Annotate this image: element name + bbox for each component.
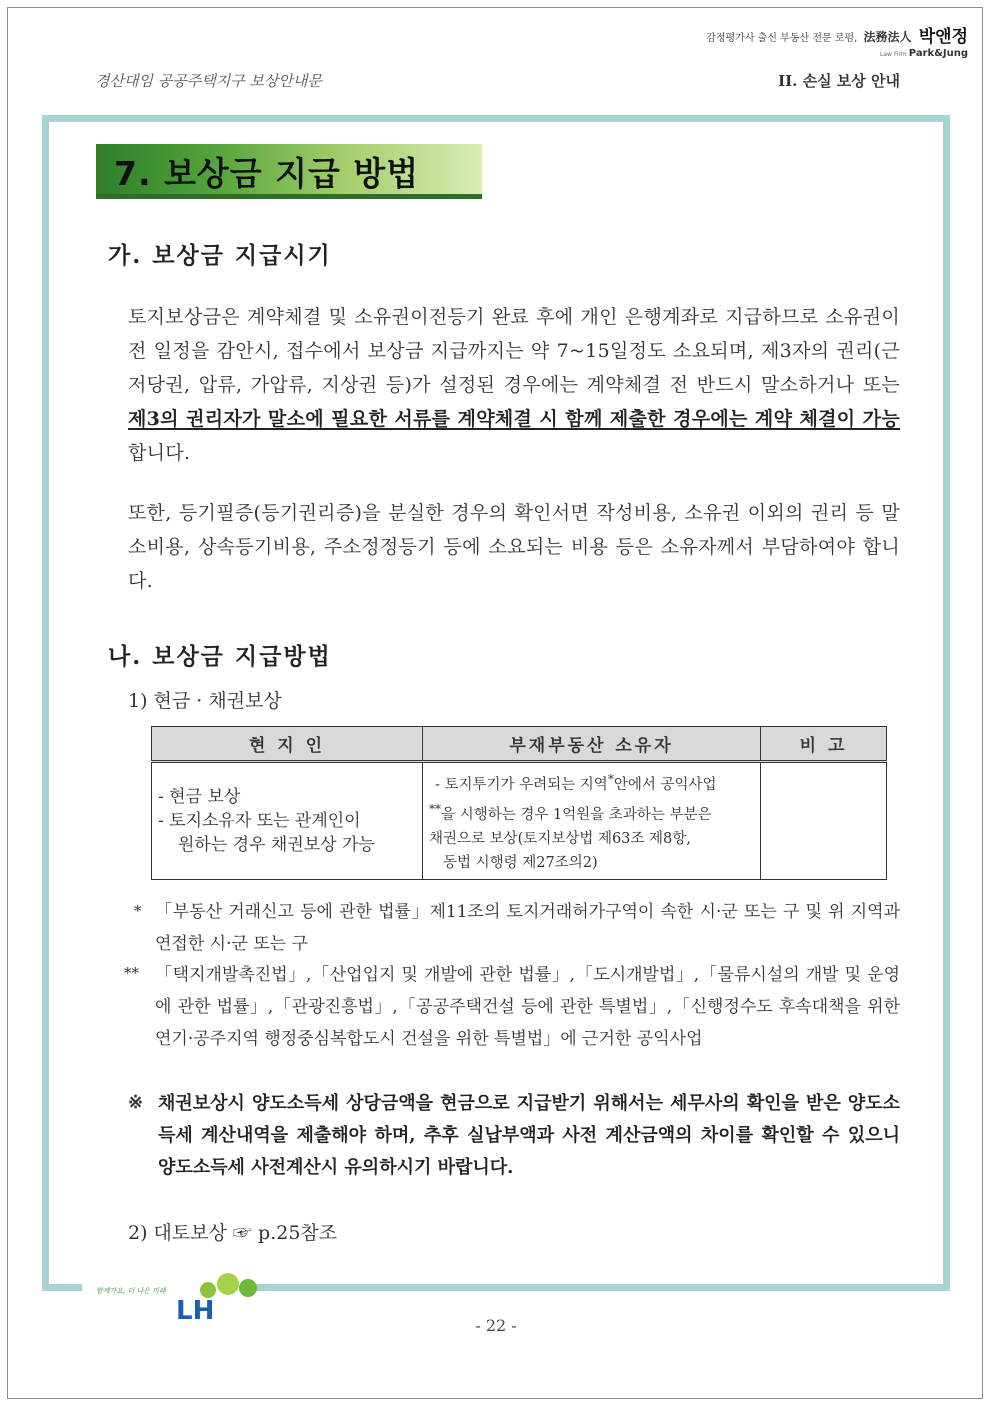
para1-emphasis: 제3의 권리자가 말소에 필요한 서류를 계약체결 시 함께 제출한 경우에는 계약 체결이 가능	[128, 408, 900, 430]
firm-sub	[706, 48, 968, 59]
resident-line-3: 원하는 경우 채권보상 가능	[178, 834, 375, 855]
footnote-1: 「부동산 거래신고 등에 관한 법률」제11조의 토지거래허가구역이 속한 시·군 또는 구 및 위 지역과 연접한 시·군 또는 구	[155, 902, 900, 954]
resident-line-1: - 현금 보상	[158, 786, 241, 807]
table-row	[152, 762, 887, 880]
footnote-1-mark: *	[134, 902, 142, 920]
resident-line-2: - 토지소유자 또는 관계인이	[158, 810, 361, 831]
chapter-header: II. 손실 보상 안내	[778, 72, 900, 90]
firm-name-kr: 박앤정	[918, 27, 968, 47]
firm-sub-small: Law Firm	[880, 51, 907, 58]
absentee-line-4: 동법 시행령 제27조의2)	[443, 854, 598, 871]
document-header-title: 경산대임 공공주택지구 보상안내문	[95, 72, 322, 90]
para1-text: 토지보상금은 계약체결 및 소유권이전등기 완료 후에 개인 은행계좌로 지급하므로 소유권이전 일정을 감안시, 접수에서 보상금 지급까지는 약 7~15일정도 소요되며, 제3자의 권리(근저당권, 압류, 가압류, 지상권 등)가 설정된 경우에는 계약체결 전 반드시 말소하거나 또는	[128, 306, 900, 396]
heading-payment-method: 나. 보상금 지급방법	[108, 643, 332, 670]
subheading-cash-bond: 1) 현금 · 채권보상	[128, 690, 282, 712]
table-header-row	[152, 727, 887, 762]
cell-absentee	[423, 762, 761, 880]
absentee-line-1b: 안에서 공익사업	[613, 776, 717, 793]
warning-mark: ※	[128, 1092, 144, 1113]
absentee-line-3: 채권으로 보상(토지보상법 제63조 제8항,	[429, 830, 691, 847]
cell-remarks	[761, 762, 887, 880]
footnote-2-mark: **	[124, 964, 139, 982]
section-banner	[96, 144, 482, 199]
header-absentee: 부재부동산 소유자	[423, 727, 761, 762]
lh-logo-text: LH	[176, 1296, 215, 1326]
subheading-land-compensation: 2) 대토보상 ☞ p.25참조	[128, 1222, 338, 1244]
header-resident: 현 지 인	[152, 727, 423, 762]
law-firm-logo	[706, 22, 968, 59]
footnote-2: 「택지개발촉진법」,「산업입지 및 개발에 관한 법률」,「도시개발법」,「물류시설의 개발 및 운영에 관한 법률」,「관광진흥법」,「공공주택건설 등에 관한 특별법」,「신행정수도 후속대책을 위한 연기·공주지역 행정중심복합도시 건설을 위한 특별법」에 근거한 공익사업	[155, 965, 900, 1049]
section-title: 7. 보상금 지급 방법	[114, 154, 420, 193]
content-frame-bottom	[42, 1284, 950, 1291]
absentee-line-1a: - 토지투기가 우려되는 지역	[435, 776, 608, 793]
absentee-sup-2: **	[429, 801, 442, 816]
firm-line	[706, 22, 968, 47]
paragraph-costs: 또한, 등기필증(등기권리증)을 분실한 경우의 확인서면 작성비용, 소유권 이외의 권리 등 말소비용, 상속등기비용, 주소정정등기 등에 소요되는 비용 등은 소유자께서 부담하여야 합니다.	[128, 502, 900, 592]
absentee-line-2	[429, 797, 754, 827]
paragraph-payment-timing	[128, 300, 900, 470]
absentee-line-2-text: 을 시행하는 경우 1억원을 초과하는 부분은	[441, 806, 712, 823]
firm-sub-en: Park&Jung	[908, 48, 968, 59]
firm-tagline: 감정평가사 출신 부동산 전문 로펌,	[706, 33, 858, 44]
page-number: - 22 -	[475, 1316, 517, 1335]
lh-slogan: 함께가요, 더 나은 미래	[96, 1287, 166, 1295]
heading-payment-timing: 가. 보상금 지급시기	[108, 242, 332, 269]
warning-note: 채권보상시 양도소득세 상당금액을 현금으로 지급받기 위해서는 세무사의 확인을 받은 양도소득세 계산내역을 제출해야 하며, 추후 실납부액과 사전 계산금액의 차이를 확인할 수 있으니 양도소득세 사전계산시 유의하시기 바랍니다.	[158, 1093, 900, 1178]
absentee-line-1	[429, 767, 754, 797]
compensation-table	[151, 726, 887, 880]
firm-name-cn: 法務法人	[863, 30, 912, 44]
cell-resident	[152, 762, 423, 880]
absentee-sup-1: *	[607, 772, 614, 786]
para1-end: 합니다.	[128, 442, 191, 464]
header-remarks: 비 고	[761, 727, 887, 762]
